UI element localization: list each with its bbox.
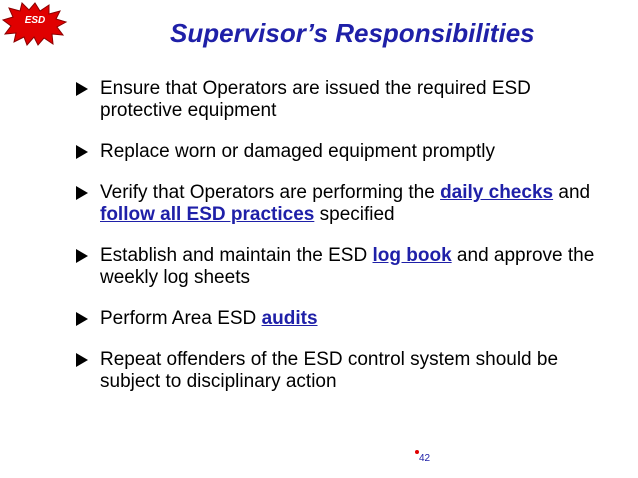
bullet-text-pre: Establish and maintain the ESD	[100, 245, 373, 266]
bullet-arrow-icon	[76, 186, 88, 200]
bullet-item	[74, 349, 614, 393]
bullet-arrow-icon	[76, 353, 88, 367]
bullet-arrow-icon	[76, 312, 88, 326]
bullet-list	[74, 78, 614, 412]
bullet-item	[74, 308, 614, 330]
slide-title: Supervisor’s Responsibilities	[170, 18, 535, 48]
bullet-arrow-icon	[76, 82, 88, 96]
bullet-arrow-icon	[76, 145, 88, 159]
bullet-text-post: and approve the weekly log sheets	[100, 245, 595, 288]
audits-link[interactable]: audits	[261, 308, 318, 329]
bullet-arrow-icon	[76, 249, 88, 263]
log-book-link[interactable]: log book	[372, 245, 452, 266]
bullet-item	[74, 78, 614, 122]
bullet-text: Repeat offenders of the ESD control system should be subject to disciplinary action	[100, 349, 559, 392]
esd-badge-label: ESD	[24, 15, 46, 26]
bullet-item	[74, 182, 614, 226]
bullet-text-post: specified	[314, 204, 395, 225]
daily-checks-link[interactable]: daily checks	[440, 182, 554, 203]
bullet-text: Ensure that Operators are issued the required ESD protective equipment	[100, 78, 531, 121]
follow-esd-practices-link[interactable]: follow all ESD practices	[100, 204, 315, 225]
bullet-item	[74, 245, 614, 289]
bullet-item	[74, 141, 614, 163]
esd-badge	[2, 2, 64, 44]
bullet-text-mid: and	[553, 182, 591, 203]
bullet-text-pre: Perform Area ESD	[100, 308, 262, 329]
bullet-text: Replace worn or damaged equipment promptly	[100, 141, 495, 162]
bullet-text-pre: Verify that Operators are performing the	[100, 182, 441, 203]
page-number: 42	[419, 453, 431, 464]
